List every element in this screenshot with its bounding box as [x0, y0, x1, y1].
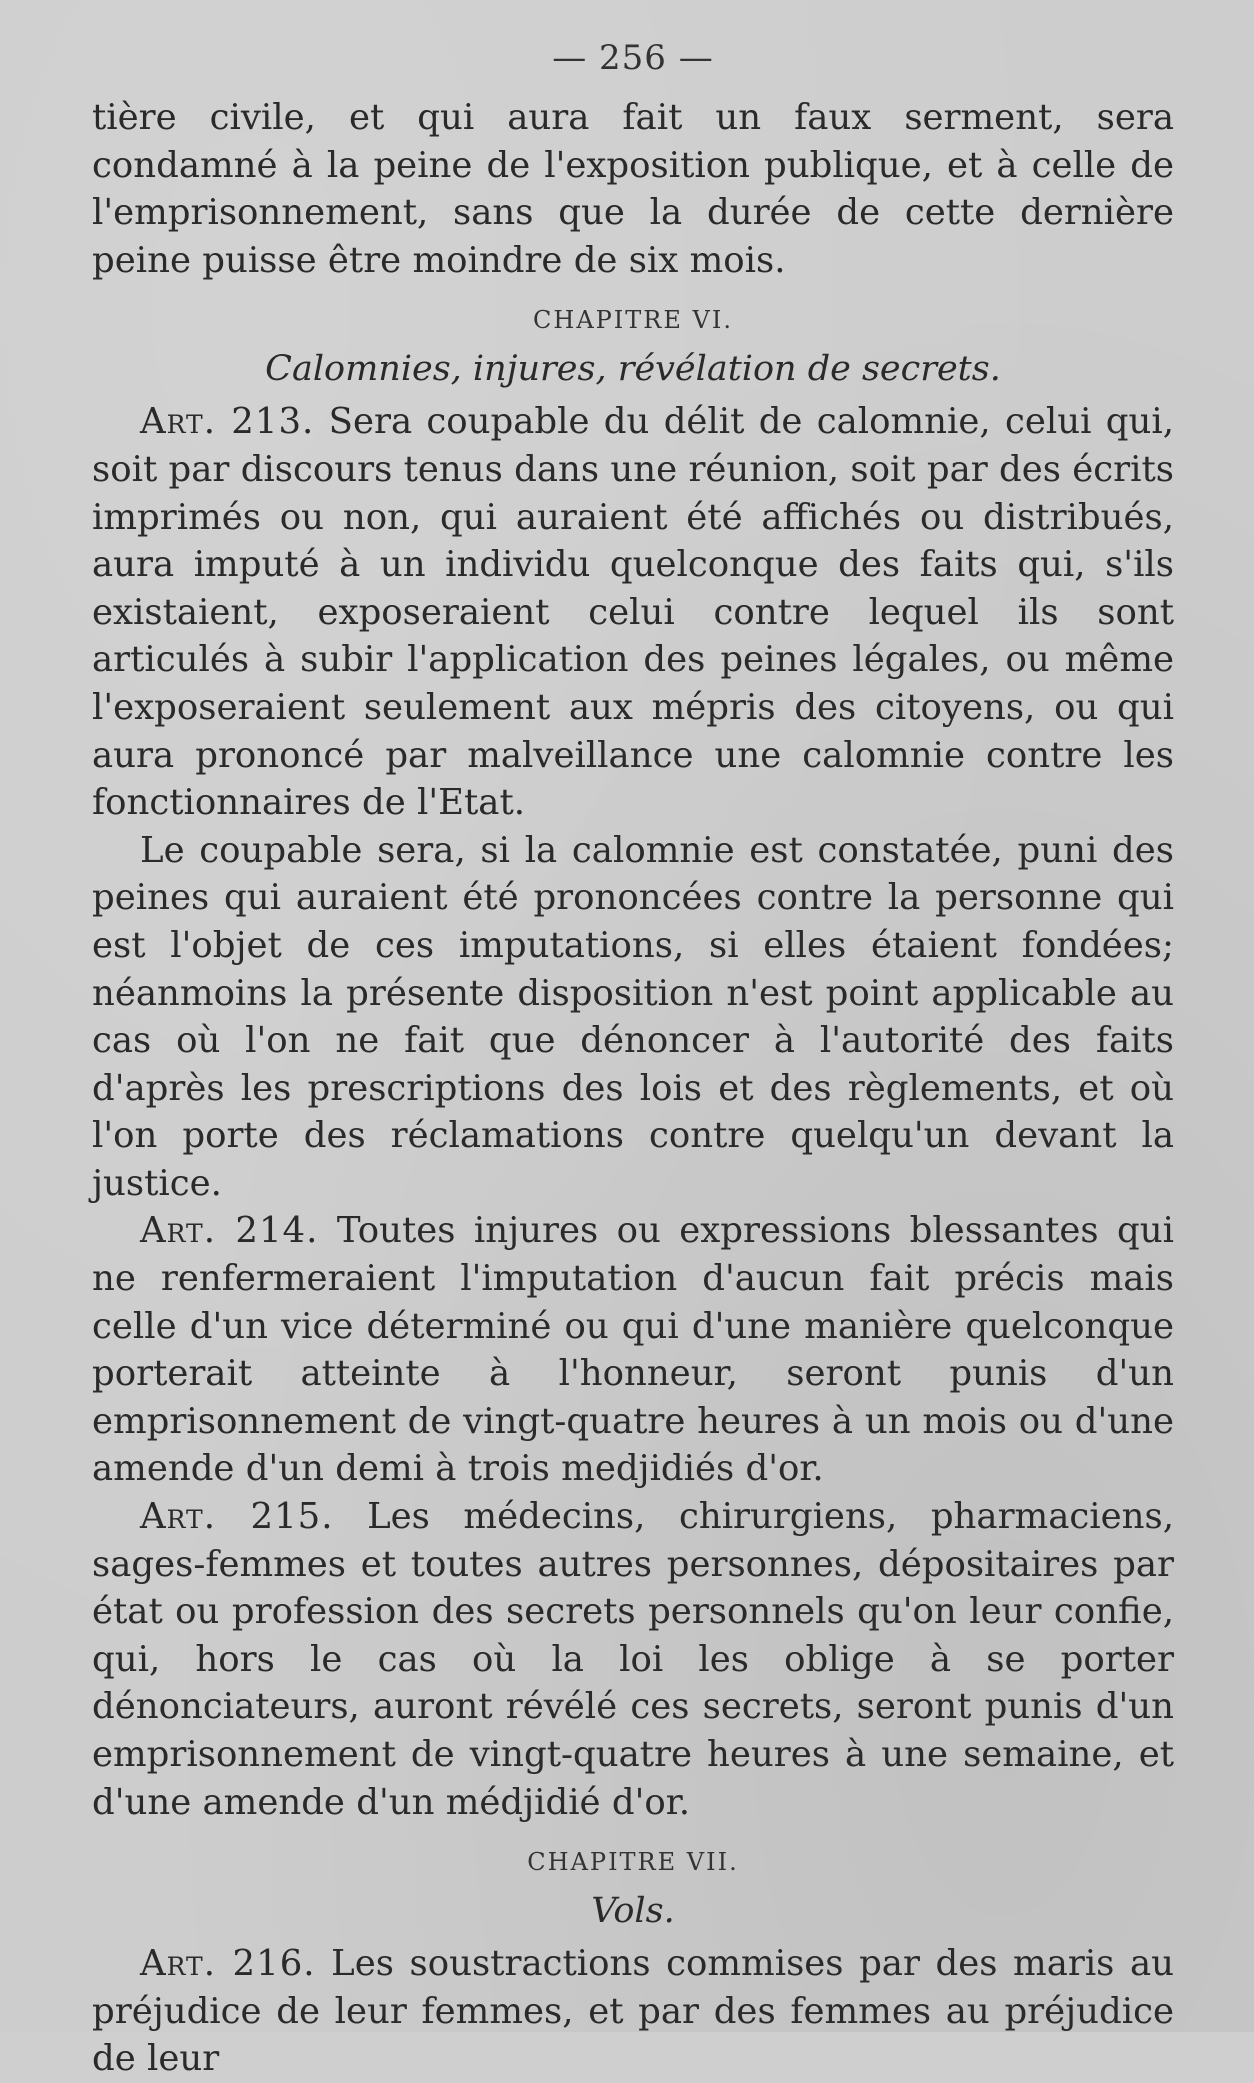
article-text: Toutes injures ou expressions blessantes qui ne renfermeraient l'imputation d'aucun fait précis mais celle d'un vice déterminé ou qui d'une manière quelconque porterait atteinte à l'honneur, seront punis d'un emprisonnement de vingt-quatre heures à un mois ou d'une amende d'un demi à trois medjidiés d'or. [92, 1210, 1174, 1490]
article-text: Sera coupable du délit de calomnie, celui qui, soit par discours tenus dans une réunion, soit par des écrits imprimés ou non, qui auraient été affichés ou distribués, aura imputé à un individu quelconque des faits qui, s'ils existaient, exposeraient celui contre lequel ils sont articulés à subir l'application des peines légales, ou même l'exposeraient seulement aux mépris des citoyens, ou qui aura prononcé par malveillance une calomnie contre les fonctionnaires de l'Etat. [92, 401, 1174, 824]
paragraph-continuation: tière civile, et qui aura fait un faux serment, sera condamné à la peine de l'exposition publique, et à celle de l'emprisonnement, sans que la durée de cette dernière peine puisse être moindre de six mois. [92, 97, 1174, 281]
article-text: Les soustractions commises par des maris au préjudice de leur femmes, et par des femmes au préjudice de leur [92, 1943, 1174, 2080]
article-213 [92, 398, 1174, 826]
chapter-heading-vii: CHAPITRE VII. [527, 1848, 739, 1877]
article-214 [92, 1207, 1174, 1493]
page-number: — 256 — [552, 38, 714, 78]
article-label: Art. 214. [140, 1210, 319, 1252]
article-label: Art. 215. [140, 1496, 334, 1538]
article-215 [92, 1493, 1174, 1826]
article-label: Art. 213. [140, 401, 315, 443]
article-label: Art. 216. [140, 1943, 316, 1985]
article-216 [92, 1940, 1174, 2083]
chapter-title-vi: Calomnies, injures, révélation de secrets. [265, 349, 1001, 390]
article-213-paragraph-2: Le coupable sera, si la calomnie est constatée, puni des peines qui auraient été prononcées contre la personne qui est l'objet de ces imputations, si elles étaient fondées; néanmoins la présente disposition n'est point applicable au cas où l'on ne fait que dénoncer à l'autorité des faits d'après les prescriptions des lois et des règlements, et où l'on porte des réclamations contre quelqu'un devant la justice. [92, 829, 1174, 1204]
chapter-heading-vi: CHAPITRE VI. [533, 306, 733, 335]
chapter-title-vii: Vols. [591, 1891, 675, 1932]
article-text: Les médecins, chirurgiens, pharmaciens, sages-femmes et toutes autres personnes, dépositaires par état ou profession des secrets personnels qu'on leur confie, qui, hors le cas où la loi les oblige à se porter dénonciateurs, auront révélé ces secrets, seront punis d'un emprisonnement de vingt-quatre heures à une semaine, et d'une amende d'un médjidié d'or. [92, 1496, 1174, 1823]
